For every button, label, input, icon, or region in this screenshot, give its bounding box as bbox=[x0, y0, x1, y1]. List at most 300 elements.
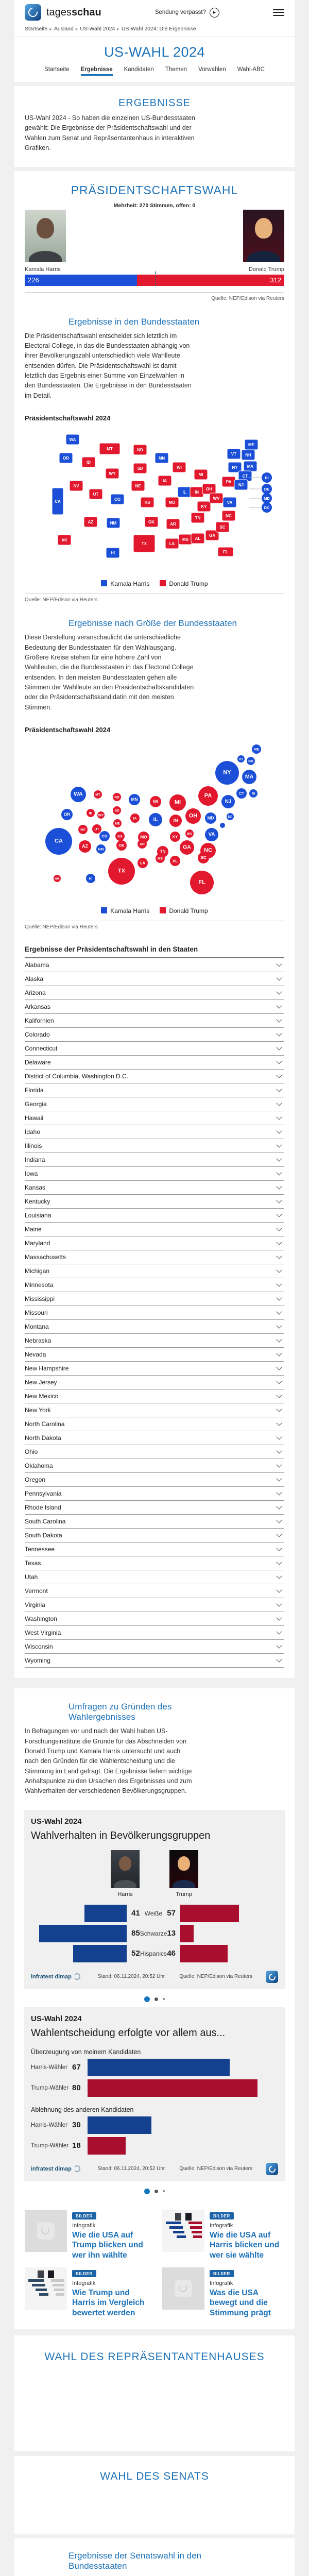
state-bubble-OH[interactable] bbox=[185, 808, 201, 824]
tab-wahl-abc[interactable]: Wahl-ABC bbox=[237, 66, 265, 73]
harris-bar bbox=[88, 2116, 151, 2134]
us-states-bubble-map[interactable] bbox=[25, 736, 284, 901]
state-name: Alaska bbox=[25, 975, 44, 983]
state-accordion-row[interactable] bbox=[25, 1292, 284, 1306]
state-name: Montana bbox=[25, 1323, 49, 1331]
state-bubble-OK[interactable] bbox=[116, 840, 127, 851]
results-title: ERGEBNISSE bbox=[118, 97, 191, 109]
state-bubble-IN[interactable] bbox=[169, 815, 182, 827]
state-accordion-row[interactable] bbox=[25, 1000, 284, 1014]
state-accordion-row[interactable] bbox=[25, 1376, 284, 1389]
svg-text:SD: SD bbox=[114, 809, 119, 813]
state-name: Wyoming bbox=[25, 1657, 50, 1665]
results-intro-card bbox=[14, 86, 295, 167]
chevron-down-icon bbox=[276, 1642, 282, 1648]
state-bubble-FL[interactable] bbox=[190, 871, 214, 894]
chart-source: Quelle: NEP/Edison via Reuters bbox=[179, 1974, 252, 1980]
carousel-dot[interactable] bbox=[154, 2190, 158, 2193]
state-accordion-row[interactable] bbox=[25, 1529, 284, 1543]
chevron-down-icon bbox=[276, 1253, 282, 1259]
state-bubble-KS[interactable] bbox=[115, 832, 125, 841]
svg-text:WY: WY bbox=[109, 471, 116, 476]
state-circle-DC[interactable] bbox=[249, 502, 272, 513]
chevron-down-icon bbox=[276, 1364, 282, 1370]
state-accordion-row[interactable] bbox=[25, 1543, 284, 1556]
teaser-title[interactable]: Wie die USA auf Trump blicken und wer ihn wählte bbox=[72, 2230, 143, 2260]
svg-text:OK: OK bbox=[148, 519, 154, 524]
state-name: Mississippi bbox=[25, 1295, 55, 1303]
state-tile-MS[interactable] bbox=[179, 534, 192, 545]
state-bubble-AK[interactable] bbox=[54, 875, 61, 882]
harris-bar bbox=[88, 2059, 230, 2076]
chevron-down-icon bbox=[276, 1503, 282, 1509]
size-heading: Ergebnisse nach Größe der Bundesstaaten bbox=[68, 618, 237, 629]
state-name: Georgia bbox=[25, 1100, 47, 1108]
svg-text:NJ: NJ bbox=[225, 799, 232, 805]
svg-text:MD: MD bbox=[207, 816, 214, 821]
state-tile-CO[interactable] bbox=[111, 494, 124, 504]
state-bubble-RI[interactable] bbox=[249, 789, 258, 798]
state-name: Idaho bbox=[25, 1128, 41, 1136]
state-accordion-row[interactable] bbox=[25, 1167, 284, 1181]
state-bubble-IA[interactable] bbox=[130, 814, 140, 823]
svg-text:AK: AK bbox=[55, 877, 60, 881]
state-tile-NC[interactable] bbox=[222, 511, 235, 521]
state-bubble-MA[interactable] bbox=[242, 770, 256, 784]
state-tile-NJ[interactable] bbox=[234, 480, 248, 490]
page-title: US-WAHL 2024 bbox=[104, 44, 205, 60]
chart-footer bbox=[31, 2163, 278, 2175]
carousel-dot[interactable] bbox=[163, 2190, 165, 2192]
state-accordion-row[interactable] bbox=[25, 1223, 284, 1236]
value: 30 bbox=[72, 2121, 81, 2130]
svg-text:PA: PA bbox=[204, 792, 212, 799]
svg-text:ND: ND bbox=[137, 447, 143, 452]
reason-row bbox=[31, 2137, 278, 2155]
trump-bar bbox=[180, 1945, 228, 1962]
state-tile-MN[interactable] bbox=[155, 453, 168, 463]
hamburger-menu-icon[interactable] bbox=[273, 9, 284, 16]
state-tile-VT[interactable] bbox=[227, 449, 241, 459]
state-tile-NV[interactable] bbox=[70, 481, 83, 491]
state-accordion-row[interactable] bbox=[25, 1612, 284, 1626]
infographic-teaser[interactable] bbox=[162, 2267, 284, 2318]
state-tile-OH[interactable] bbox=[202, 484, 216, 494]
state-bubble-IL[interactable] bbox=[149, 813, 162, 826]
state-accordion-row[interactable] bbox=[25, 1250, 284, 1264]
state-bubble-NV[interactable] bbox=[78, 825, 88, 834]
trump-value: 46 bbox=[167, 1949, 176, 1958]
harris-legend-swatch bbox=[101, 580, 107, 586]
infographic-teaser[interactable] bbox=[25, 2267, 147, 2318]
tab-ergebnisse[interactable]: Ergebnisse bbox=[81, 66, 113, 76]
state-tile-FL[interactable] bbox=[218, 547, 233, 556]
state-accordion-row[interactable] bbox=[25, 1640, 284, 1654]
house-card bbox=[14, 2335, 295, 2451]
state-bubble-WY[interactable] bbox=[97, 811, 105, 819]
state-accordion-row[interactable] bbox=[25, 972, 284, 986]
state-accordion-row[interactable] bbox=[25, 1125, 284, 1139]
state-tile-ND[interactable] bbox=[133, 445, 147, 455]
value: 18 bbox=[72, 2141, 81, 2150]
trump-label: Trump bbox=[176, 1891, 192, 1897]
state-tile-NE[interactable] bbox=[131, 481, 145, 491]
state-accordion-row[interactable] bbox=[25, 1097, 284, 1111]
svg-text:OH: OH bbox=[188, 812, 198, 819]
svg-text:NE: NE bbox=[135, 483, 141, 488]
state-tile-IA[interactable] bbox=[158, 476, 171, 486]
reason-row bbox=[31, 2079, 278, 2097]
carousel-dot[interactable] bbox=[144, 2189, 150, 2194]
state-tile-ID[interactable] bbox=[82, 457, 95, 467]
trump-legend-swatch bbox=[160, 580, 166, 586]
value: 80 bbox=[72, 2083, 81, 2093]
teaser-title[interactable]: Wie die USA auf Harris blicken und wer sie wählte bbox=[210, 2230, 280, 2260]
trump-name: Donald Trump bbox=[248, 266, 284, 273]
state-accordion-row[interactable] bbox=[25, 1264, 284, 1278]
state-circle-DE[interactable] bbox=[249, 484, 272, 494]
chevron-down-icon bbox=[276, 1044, 282, 1050]
state-tile-OK[interactable] bbox=[145, 517, 158, 527]
map-label: Präsidentschaftswahl 2024 bbox=[25, 726, 111, 734]
state-accordion-row[interactable] bbox=[25, 1501, 284, 1515]
state-tile-ME[interactable] bbox=[245, 439, 258, 450]
breadcrumb-item[interactable]: US-Wahl 2024 bbox=[80, 26, 115, 32]
state-accordion-row[interactable] bbox=[25, 1334, 284, 1348]
svg-text:WY: WY bbox=[98, 814, 104, 818]
state-bubble-MT[interactable] bbox=[94, 790, 102, 799]
brand-wordmark[interactable] bbox=[46, 7, 101, 19]
state-tile-AR[interactable] bbox=[166, 519, 180, 529]
state-bubble-WA[interactable] bbox=[71, 787, 86, 802]
state-bubble-KY[interactable] bbox=[170, 832, 180, 842]
state-tile-PA[interactable] bbox=[222, 477, 235, 487]
teaser-thumbnail bbox=[162, 2210, 204, 2252]
teaser-title[interactable]: Was die USA bewegt und die Stimmung prägt bbox=[210, 2288, 271, 2317]
tab-kandidaten[interactable]: Kandidaten bbox=[124, 66, 154, 73]
state-name: South Carolina bbox=[25, 1518, 66, 1526]
missed-show-link[interactable] bbox=[155, 8, 219, 18]
state-circle-RI[interactable] bbox=[249, 472, 272, 483]
svg-text:MT: MT bbox=[107, 446, 113, 451]
us-states-map[interactable] bbox=[25, 424, 284, 573]
chart-candidate-photos bbox=[31, 1850, 278, 1897]
svg-text:MS: MS bbox=[182, 537, 188, 542]
chevron-down-icon bbox=[276, 1420, 282, 1426]
state-tile-CA[interactable] bbox=[52, 488, 63, 515]
harris-legend-label: Kamala Harris bbox=[110, 907, 150, 915]
state-tile-KS[interactable] bbox=[141, 497, 154, 507]
svg-text:OH: OH bbox=[206, 486, 212, 492]
state-bubble-LA[interactable] bbox=[138, 858, 148, 868]
state-accordion-row[interactable] bbox=[25, 1362, 284, 1376]
state-accordion-row[interactable] bbox=[25, 1083, 284, 1097]
svg-text:IL: IL bbox=[182, 489, 186, 495]
svg-text:GA: GA bbox=[183, 844, 191, 851]
chevron-down-icon bbox=[276, 1309, 282, 1314]
state-name: Connecticut bbox=[25, 1045, 58, 1053]
state-accordion-row[interactable] bbox=[25, 1195, 284, 1209]
state-tile-SC[interactable] bbox=[216, 522, 229, 532]
state-circle-MD[interactable] bbox=[249, 493, 272, 503]
state-name: Utah bbox=[25, 1573, 38, 1581]
voter-group-label: Harris-Wähler bbox=[31, 2122, 67, 2128]
tagesschau-logo-icon[interactable] bbox=[25, 4, 41, 21]
state-tile-MA[interactable] bbox=[244, 461, 257, 471]
svg-text:CA: CA bbox=[55, 499, 61, 504]
svg-text:RI: RI bbox=[251, 792, 255, 796]
svg-text:WA: WA bbox=[69, 437, 76, 442]
svg-text:AR: AR bbox=[170, 521, 176, 527]
svg-text:MT: MT bbox=[95, 793, 100, 797]
state-bubble-WV[interactable] bbox=[185, 829, 194, 838]
state-bubble-CT[interactable] bbox=[236, 788, 247, 799]
teaser-kicker: Infografik bbox=[210, 2280, 233, 2286]
state-tile-IL[interactable] bbox=[178, 487, 191, 497]
state-name: Nebraska bbox=[25, 1337, 52, 1345]
svg-text:HI: HI bbox=[111, 550, 115, 555]
chevron-down-icon bbox=[276, 1003, 282, 1008]
state-name: District of Columbia, Washington D.C. bbox=[25, 1073, 128, 1080]
state-tile-SD[interactable] bbox=[133, 463, 147, 473]
state-bubble-NE[interactable] bbox=[113, 819, 122, 827]
state-tile-VA[interactable] bbox=[223, 497, 236, 507]
state-bubble-NY[interactable] bbox=[215, 761, 239, 785]
state-tile-AK[interactable] bbox=[58, 535, 71, 545]
chevron-down-icon bbox=[276, 1601, 282, 1606]
source-note: Quelle: NEP/Edison via Reuters bbox=[25, 597, 98, 603]
top-bar bbox=[25, 0, 284, 24]
tab-themen[interactable]: Themen bbox=[165, 66, 187, 73]
state-bubble-NM[interactable] bbox=[96, 844, 106, 854]
infographic-teasers bbox=[25, 2210, 284, 2327]
state-accordion-row[interactable] bbox=[25, 1473, 284, 1487]
chevron-down-icon bbox=[276, 1531, 282, 1537]
chart-footer bbox=[31, 1971, 278, 1983]
harris-legend-label: Kamala Harris bbox=[110, 580, 150, 588]
state-bubble-ND[interactable] bbox=[113, 793, 121, 801]
state-tile-HI[interactable] bbox=[106, 548, 119, 558]
state-tile-WV[interactable] bbox=[210, 493, 223, 503]
infratest-dimap-logo: infratest dimap bbox=[31, 2165, 80, 2172]
carousel-dot[interactable] bbox=[154, 1997, 158, 2001]
state-bubble-GA[interactable] bbox=[180, 840, 194, 855]
breadcrumb-item[interactable]: Ausland bbox=[54, 26, 74, 32]
map-legend bbox=[25, 580, 284, 587]
kamala-harris-photo bbox=[25, 210, 66, 262]
state-name: Arkansas bbox=[25, 1003, 51, 1011]
teaser-title[interactable]: Wie Trump und Harris im Vergleich bewertet werden bbox=[72, 2288, 145, 2317]
state-accordion-row[interactable] bbox=[25, 1445, 284, 1459]
state-tile-OR[interactable] bbox=[59, 453, 73, 463]
state-tile-IN[interactable] bbox=[190, 487, 203, 497]
category-label: Weiße bbox=[144, 1909, 163, 1917]
chevron-down-icon bbox=[276, 1128, 282, 1133]
state-accordion-row[interactable] bbox=[25, 1056, 284, 1070]
infographic-teaser[interactable] bbox=[25, 2210, 147, 2260]
state-tile-TN[interactable] bbox=[191, 513, 204, 523]
state-name: Delaware bbox=[25, 1059, 51, 1066]
state-accordion-row[interactable] bbox=[25, 1626, 284, 1640]
state-tile-WI[interactable] bbox=[173, 462, 186, 472]
state-accordion-row[interactable] bbox=[25, 1111, 284, 1125]
state-bubble-HI[interactable] bbox=[86, 874, 95, 883]
state-accordion-row[interactable] bbox=[25, 958, 284, 972]
carousel-dot[interactable] bbox=[144, 1996, 150, 2002]
state-accordion-row[interactable] bbox=[25, 1014, 284, 1028]
state-bubble-ID[interactable] bbox=[87, 809, 95, 817]
state-accordion-row[interactable] bbox=[25, 1598, 284, 1612]
harris-bar bbox=[73, 1945, 127, 1962]
state-accordion-row[interactable] bbox=[25, 1028, 284, 1042]
state-tile-AL[interactable] bbox=[191, 533, 204, 544]
state-tile-MT[interactable] bbox=[99, 443, 120, 454]
state-tile-NH[interactable] bbox=[242, 450, 255, 460]
state-name: Nevada bbox=[25, 1351, 46, 1359]
state-tile-MO[interactable] bbox=[165, 497, 179, 507]
state-bubble-WI[interactable] bbox=[150, 796, 161, 807]
svg-text:NY: NY bbox=[223, 769, 231, 776]
state-bubble-VT[interactable] bbox=[237, 755, 245, 762]
state-bubble-CA[interactable] bbox=[45, 828, 72, 855]
state-accordion-row[interactable] bbox=[25, 1431, 284, 1445]
state-accordion-row[interactable] bbox=[25, 1153, 284, 1167]
svg-text:CO: CO bbox=[114, 497, 121, 502]
harris-value: 41 bbox=[131, 1909, 140, 1918]
senate-title: WAHL DES SENATS bbox=[100, 2470, 209, 2482]
state-bubble-UT[interactable] bbox=[92, 824, 101, 834]
poll-chart-reasons bbox=[24, 2007, 285, 2181]
svg-text:WV: WV bbox=[213, 496, 220, 501]
state-accordion-row[interactable] bbox=[25, 1042, 284, 1056]
carousel-dot[interactable] bbox=[163, 1998, 165, 2000]
harris-bar bbox=[84, 1905, 127, 1922]
breadcrumb-separator: ▸ bbox=[117, 26, 119, 31]
state-bubble-DE[interactable] bbox=[227, 813, 234, 820]
state-accordion-row[interactable] bbox=[25, 1570, 284, 1584]
state-accordion-row[interactable] bbox=[25, 986, 284, 1000]
play-icon[interactable]: ▶ bbox=[210, 8, 219, 18]
state-name: North Dakota bbox=[25, 1434, 61, 1442]
state-bubble-OR[interactable] bbox=[61, 809, 73, 820]
state-bubble-PA[interactable] bbox=[198, 786, 218, 806]
state-tile-WY[interactable] bbox=[106, 468, 119, 479]
state-tile-LA[interactable] bbox=[165, 538, 179, 549]
demographic-row bbox=[31, 1945, 278, 1962]
states-accordion bbox=[25, 957, 284, 1668]
state-accordion-row[interactable] bbox=[25, 1348, 284, 1362]
state-bubble-AR[interactable] bbox=[138, 839, 147, 849]
state-tile-KY[interactable] bbox=[197, 501, 211, 512]
state-bubble-ME[interactable] bbox=[252, 744, 261, 754]
state-tile-NM[interactable] bbox=[107, 518, 120, 528]
state-accordion-row[interactable] bbox=[25, 1209, 284, 1223]
state-name: New Mexico bbox=[25, 1393, 59, 1400]
state-tile-UT[interactable] bbox=[89, 489, 102, 499]
infographic-teaser[interactable] bbox=[162, 2210, 284, 2260]
state-bubble-MN[interactable] bbox=[129, 794, 140, 805]
state-accordion-row[interactable] bbox=[25, 1654, 284, 1668]
state-bubble-MD[interactable] bbox=[205, 812, 216, 824]
state-accordion-row[interactable] bbox=[25, 1487, 284, 1501]
state-name: Texas bbox=[25, 1560, 41, 1567]
svg-text:CT: CT bbox=[239, 791, 244, 796]
poll-chart-demographics bbox=[24, 1810, 285, 1989]
teaser-thumbnail bbox=[25, 2210, 67, 2252]
carousel-pagination bbox=[25, 1996, 284, 2002]
state-accordion-row[interactable] bbox=[25, 1070, 284, 1083]
state-accordion-row[interactable] bbox=[25, 1278, 284, 1292]
state-bubble-AZ[interactable] bbox=[79, 840, 91, 853]
chevron-down-icon bbox=[276, 1058, 282, 1064]
state-tile-AZ[interactable] bbox=[84, 517, 97, 527]
teaser-kicker: Infografik bbox=[72, 2280, 96, 2286]
state-bubble-TX[interactable] bbox=[108, 858, 135, 885]
state-bubble-CO[interactable] bbox=[99, 831, 110, 841]
state-accordion-row[interactable] bbox=[25, 1403, 284, 1417]
svg-text:WI: WI bbox=[177, 465, 182, 470]
state-accordion-row[interactable] bbox=[25, 1139, 284, 1153]
chevron-down-icon bbox=[276, 1211, 282, 1217]
state-accordion-row[interactable] bbox=[25, 1515, 284, 1529]
state-bubble-VA[interactable] bbox=[205, 828, 218, 841]
state-accordion-row[interactable] bbox=[25, 1320, 284, 1334]
state-bubble-AL[interactable] bbox=[170, 856, 180, 866]
state-bubble-MI[interactable] bbox=[169, 794, 186, 811]
state-bubble-MS[interactable] bbox=[156, 854, 165, 863]
state-accordion-row[interactable] bbox=[25, 1306, 284, 1320]
breadcrumb-item[interactable]: Startseite bbox=[25, 26, 48, 32]
state-accordion-row[interactable] bbox=[25, 1556, 284, 1570]
state-tile-WA[interactable] bbox=[66, 434, 79, 445]
state-tile-TX[interactable] bbox=[133, 535, 155, 552]
state-accordion-row[interactable] bbox=[25, 1181, 284, 1195]
svg-text:NH: NH bbox=[248, 759, 253, 764]
tab-startseite[interactable]: Startseite bbox=[44, 66, 70, 73]
bilder-badge: BILDER bbox=[210, 2270, 234, 2277]
state-accordion-row[interactable] bbox=[25, 1417, 284, 1431]
state-accordion-row[interactable] bbox=[25, 1389, 284, 1403]
state-bubble-NH[interactable] bbox=[247, 757, 255, 765]
breadcrumb bbox=[25, 24, 284, 37]
chevron-down-icon bbox=[276, 1392, 282, 1398]
svg-text:SC: SC bbox=[219, 524, 226, 530]
size-text: Diese Darstellung veranschaulicht die unterschiedliche Bedeutung der Bundesstaaten für den Wahlausgang. Größere Kreise stehen für eine höhere Zahl von Wahlleuten, die die Bundesstaaten in das Electoral College entsenden. In den meisten Bundesstaaten gehen alle Stimmen der Wahlleute an den Präsidentschaftskandidaten oder die Präsidentschaftskandidatin mit den meisten Stimmen. bbox=[25, 634, 194, 711]
state-accordion-row[interactable] bbox=[25, 1236, 284, 1250]
chevron-down-icon bbox=[276, 1489, 282, 1495]
tab-vorwahlen[interactable]: Vorwahlen bbox=[198, 66, 226, 73]
breadcrumb-item[interactable]: US-Wahl 2024: Die Ergebnisse bbox=[121, 26, 196, 32]
president-card bbox=[14, 171, 295, 1679]
state-bubble-NJ[interactable] bbox=[221, 795, 235, 808]
house-title: WAHL DES REPRÄSENTANTENHAUSES bbox=[44, 2351, 265, 2363]
state-accordion-row[interactable] bbox=[25, 1584, 284, 1598]
svg-text:WV: WV bbox=[186, 832, 193, 836]
trump-photo bbox=[169, 1850, 198, 1888]
chevron-down-icon bbox=[276, 1350, 282, 1356]
svg-text:MD: MD bbox=[264, 496, 270, 501]
chevron-down-icon bbox=[276, 1100, 282, 1106]
state-bubble-DC[interactable] bbox=[220, 823, 225, 828]
state-tile-MI[interactable] bbox=[194, 469, 208, 480]
chevron-down-icon bbox=[276, 1016, 282, 1022]
state-bubble-SC[interactable] bbox=[198, 852, 209, 863]
senate-card bbox=[14, 2456, 295, 2534]
trump-bar bbox=[88, 2079, 258, 2097]
state-accordion-row[interactable] bbox=[25, 1459, 284, 1473]
state-name: Wisconsin bbox=[25, 1643, 53, 1651]
state-bubble-SD[interactable] bbox=[113, 806, 121, 815]
